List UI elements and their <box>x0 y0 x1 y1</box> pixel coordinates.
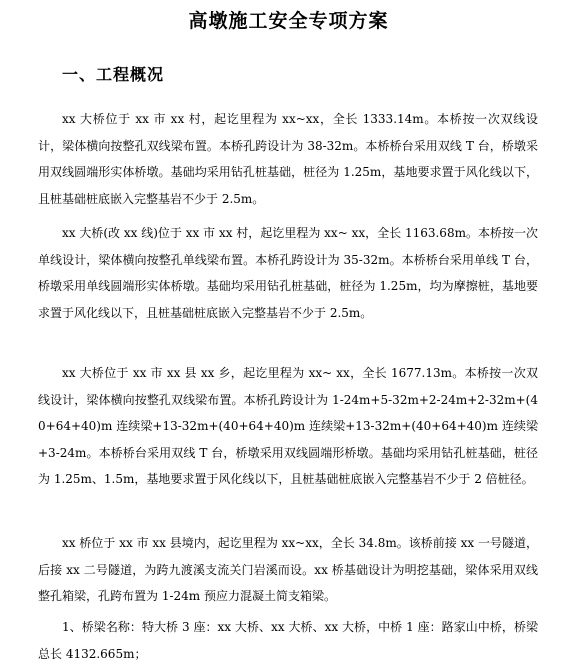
paragraph-bridge-1: xx 大桥位于 xx 市 xx 村，起讫里程为 xx~xx，全长 1333.14m。本桥按一次双线设计，梁体横向按整孔双线梁布置。本桥孔跨设计为 38-32m。本桥桥台采用双线 T 台，桥墩采用双线圆端形实体桥墩。基础均采用钻孔桩基础，桩径为 1.25m，基地要求置于风化线以下，且桩基础桩底嵌入完整基岩不少于 2.5m。 <box>38 112 538 206</box>
paragraph-bridge-2: xx 大桥(改 xx 线)位于 xx 市 xx 村，起讫里程为 xx~ xx，全长 1163.68m。本桥按一次单线设计，梁体横向按整孔单线梁布置。本桥孔跨设计为 35-32m。本桥桥台采用单线 T 台，桥墩采用单线圆端形实体桥墩。基础均采用钻孔桩基础，桩径为 1.25m，均为摩擦桩，基地要求置于风化线以下，且桩基础桩底嵌入完整基岩不少于 2.5m。 <box>38 226 538 320</box>
paragraph-bridge-list: 1、桥梁名称：特大桥 3 座：xx 大桥、xx 大桥、xx 大桥，中桥 1 座：路家山中桥，桥梁总长 4132.665m； <box>38 620 538 661</box>
document-title: 高墩施工安全专项方案 <box>188 10 389 32</box>
paragraph-bridge-3: xx 大桥位于 xx 市 xx 县 xx 乡，起讫里程为 xx~ xx，全长 1677.13m。本桥按一次双线设计，梁体横向按整孔双线梁布置。本桥孔跨设计为 1-24m+5-32m+2-24m+2-32m+(40+64+40)m 连续梁+13-32m+(40+64+40)m 连续梁+13-32m+(40+64+40)m 连续梁+3-24m。本桥桥台采用双线 T 台，桥墩采用双线圆端形桥墩。基础均采用钻孔桩基础，桩径为 1.25m、1.5m，基地要求置于风化线以下，且桩基础桩底嵌入完整基岩不少于 2 倍桩径。 <box>38 366 538 486</box>
section-heading: 一、工程概况 <box>62 65 165 84</box>
paragraph-bridge-4: xx 桥位于 xx 市 xx 县境内，起讫里程为 xx~xx，全长 34.8m。该桥前接 xx 一号隧道，后接 xx 二号隧道，为跨九渡溪支流关门岩溪而设。xx 桥基础设计为明挖基础，梁体采用双线整孔箱梁，孔跨布置为 1-24m 预应力混凝土简支箱梁。 <box>38 536 538 603</box>
